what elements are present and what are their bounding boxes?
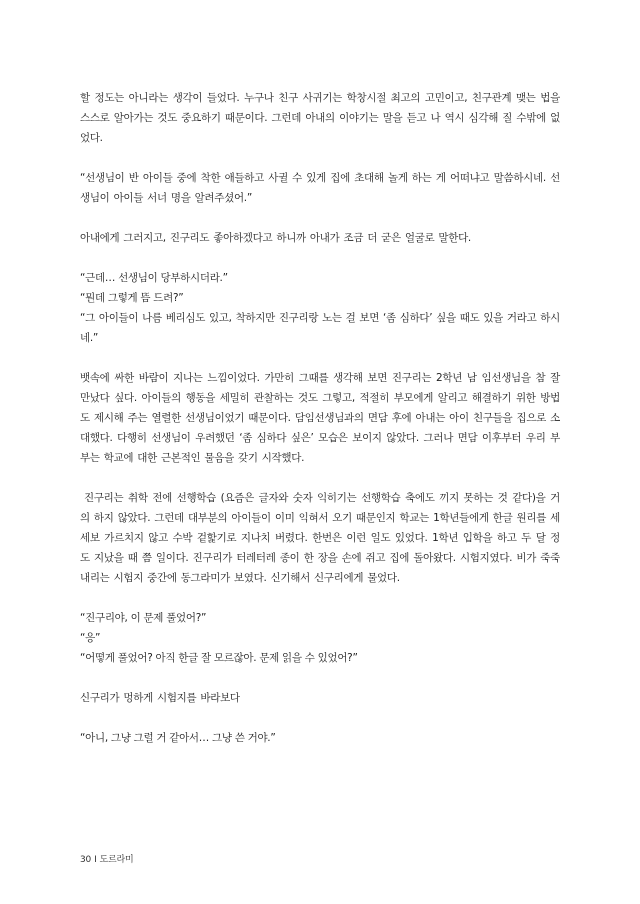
- paragraph-6: 신구리가 멍하게 시험지를 바라보다: [80, 692, 240, 704]
- paragraph-4: 뱃속에 싸한 바람이 지나는 느낌이었다. 가만히 그때를 생각해 보면 진구리는 2학년 남 임선생님을 참 잘 만났다 싶다. 아이들의 행동을 세밀히 관찰하는 것도 그렇고, 적절히 부모에게 알리고 해결하기 위한 방법도 제시해 주는 열렬한 선생님이었기 때문이다. 담임선생님과의 면담 후에 아내는 아이 친구들을 집으로 소대했다. 다행히 선생님이 우려했던 ‘좀 심하다 싶은’ 모습은 보이지 않았다. 그러나 면담 이후부터 우리 부부는 학교에 대한 근본적인 물음을 갖기 시작했다.: [80, 372, 560, 464]
- page-footer: [80, 854, 134, 866]
- paragraph-gap: [80, 148, 560, 168]
- paragraph-gap: [80, 208, 560, 228]
- dialogue-line-3: “그 아이들이 나름 베리심도 있고, 착하지만 진구리랑 노는 걸 보면 ‘좀 심하다’ 싶을 때도 있을 거라고 하시네.”: [80, 312, 560, 344]
- book-title: 도르라미: [99, 855, 134, 865]
- dialogue-line-2: “뭔데 그렇게 뜸 드려?”: [80, 292, 184, 304]
- paragraph-3: 아내에게 그러지고, 진구리도 좋아하겠다고 하니까 아내가 조금 더 굳은 얼굴로 말한다.: [80, 232, 471, 244]
- paragraph-gap: [80, 588, 560, 608]
- dialogue-line-7: “아니, 그냥 그럴 거 같아서… 그냥 쓴 거야.”: [80, 732, 276, 744]
- dialogue-line-1: “근데… 선생님이 당부하시더라.”: [80, 272, 228, 284]
- page-number: 30: [80, 855, 92, 865]
- paragraph-2: “선생님이 반 아이들 중에 착한 애들하고 사귈 수 있게 집에 초대해 놀게 하는 게 어떠냐고 말씀하시네. 선생님이 아이들 서너 명을 알려주셨어.”: [80, 172, 560, 204]
- footer-separator: I: [94, 855, 97, 865]
- paragraph-1: 할 정도는 아니라는 생각이 들었다. 누구나 친구 사귀기는 학창시절 최고의 고민이고, 친구관계 맺는 법을 스스로 알아가는 것도 중요하기 때문이다. 그런데 아내의 이야기는 말을 듣고 나 역시 심각해 질 수밖에 없었다.: [80, 92, 560, 144]
- paragraph-5: 진구리는 취학 전에 선행학습 (요즘은 글자와 숫자 익히기는 선행학습 축에도 끼지 못하는 것 같다)을 거의 하지 않았다. 그런데 대부분의 아이들이 이미 익혀서 오기 때문인지 학교는 1학년들에게 한글 원리를 세세보 가르치지 않고 수박 겉핥기로 지나치 버렸다. 한번은 이런 일도 있었다. 1학년 입학을 하고 두 달 정도 지났을 때 쯤 일이다. 진구리가 터레터레 종이 한 장을 손에 쥐고 집에 돌아왔다. 시험지였다. 비가 죽죽 내리는 시험지 중간에 동그라미가 보였다. 신기해서 신구리에게 물었다.: [80, 492, 560, 584]
- paragraph-gap: [80, 468, 560, 488]
- paragraph-gap: [80, 708, 560, 728]
- dialogue-line-5: “응”: [80, 632, 101, 644]
- paragraph-gap: [80, 348, 560, 368]
- paragraph-gap: [80, 248, 560, 268]
- dialogue-line-4: “진구리야, 이 문제 풀었어?”: [80, 612, 207, 624]
- dialogue-line-6: “어떻게 풀었어? 아직 한글 잘 모르잖아. 문제 읽을 수 있었어?”: [80, 652, 358, 664]
- body-text: [80, 88, 560, 748]
- paragraph-gap: [80, 668, 560, 688]
